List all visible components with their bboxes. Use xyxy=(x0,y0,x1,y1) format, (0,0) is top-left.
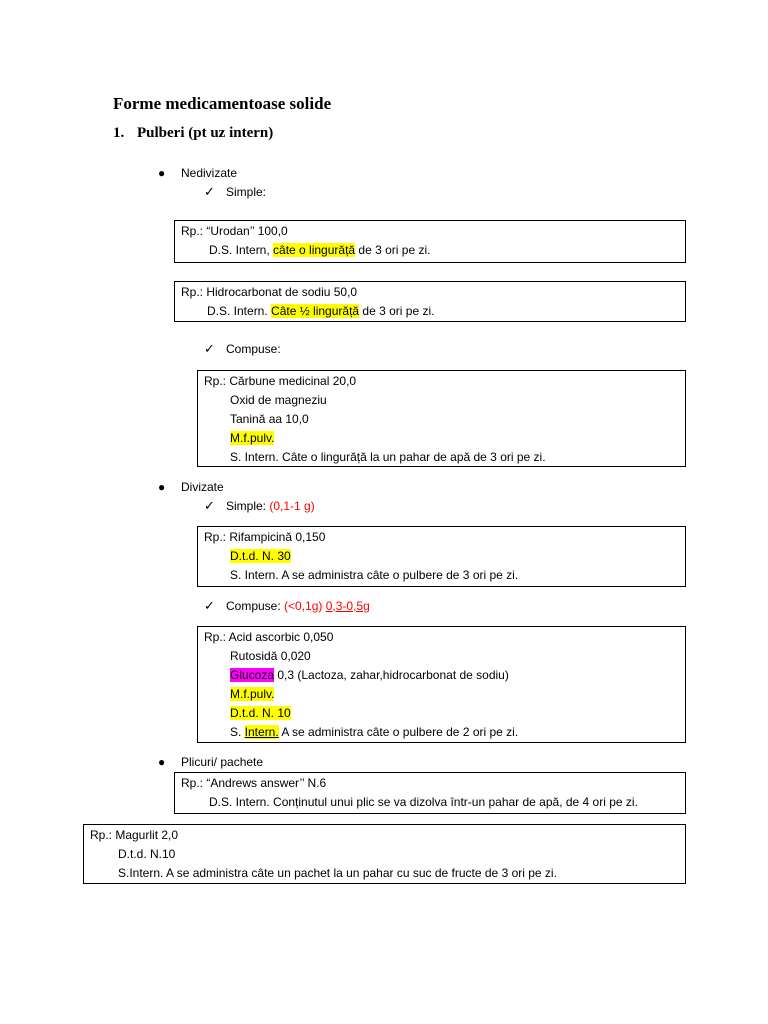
dose-range: (<0,1g) xyxy=(284,599,323,613)
prescription-box-magurlit xyxy=(83,824,686,884)
check-label: Compuse: xyxy=(226,342,281,356)
highlight: M.f.pulv. xyxy=(230,431,275,445)
checkmark-icon: ✓ xyxy=(204,341,215,356)
bullet-dot-icon: ● xyxy=(158,166,166,180)
rx-line: S.Intern. A se administra câte un pachet la un pahar cu suc de fructe de 3 ori pe zi. xyxy=(118,866,557,880)
bullet-nedivizate xyxy=(158,166,238,180)
check-compuse-divizate xyxy=(204,598,370,613)
bullet-label: Divizate xyxy=(181,480,224,494)
dose-range-underlined: 0,3-0,5g xyxy=(325,599,370,613)
rx-line: Rp.: Magurlit 2,0 xyxy=(90,828,179,842)
highlight-magenta: Glucoza xyxy=(230,668,275,682)
rx-line: Rp.: Hidrocarbonat de sodiu 50,0 xyxy=(181,285,358,299)
section-number: 1. xyxy=(113,125,125,141)
highlight: D.t.d. N. 30 xyxy=(230,549,291,563)
prescription-box-acid-ascorbic xyxy=(197,626,686,743)
rx-line xyxy=(204,429,685,448)
rx-line: S. Intern. Câte o lingurăță la un pahar de apă de 3 ori pe zi. xyxy=(230,450,546,464)
highlight: câte o lingurăță xyxy=(273,243,356,257)
rx-line: Rp.: “Urodan’’ 100,0 xyxy=(181,224,288,238)
check-simple xyxy=(204,184,267,199)
rx-line: D.S. Intern, câte o lingurăță de 3 ori pe zi. xyxy=(209,243,431,257)
highlight: Câte ½ lingurăță xyxy=(271,304,360,318)
prescription-box-carbune xyxy=(197,370,686,467)
rx-line: Oxid de magneziu xyxy=(230,393,327,407)
rx-line: Rp.: Cărbune medicinal 20,0 xyxy=(204,374,357,388)
rx-line: D.t.d. N.10 xyxy=(118,847,176,861)
dose-range: (0,1-1 g) xyxy=(269,499,315,513)
rx-line: S. Intern. A se administra câte o pulbere de 3 ori pe zi. xyxy=(230,568,519,582)
prescription-box-andrews xyxy=(174,772,686,814)
bullet-plicuri xyxy=(158,755,264,769)
checkmark-icon: ✓ xyxy=(204,184,215,199)
prescription-box-hidrocarbonat xyxy=(174,281,686,322)
prescription-box-rifampicina xyxy=(197,526,686,587)
bullet-divizate xyxy=(158,480,224,494)
bullet-label: Plicuri/ pachete xyxy=(181,755,264,769)
rx-line xyxy=(204,685,685,704)
check-simple-divizate xyxy=(204,498,315,513)
rx-line xyxy=(204,704,685,723)
rx-line: Glucoza 0,3 (Lactoza, zahar,hidrocarbonat de sodiu) xyxy=(230,668,509,682)
check-label: Compuse: xyxy=(226,599,285,613)
rx-line: D.S. Intern. Câte ½ lingurăță de 3 ori pe zi. xyxy=(207,304,435,318)
highlight: Intern. xyxy=(244,725,279,739)
rx-line: Rp.: Rifampicină 0,150 xyxy=(204,530,326,544)
rx-line: Rutosidă 0,020 xyxy=(230,649,311,663)
check-compuse xyxy=(204,341,281,356)
checkmark-icon: ✓ xyxy=(204,598,215,613)
rx-line xyxy=(204,547,685,566)
highlight: D.t.d. N. 10 xyxy=(230,706,291,720)
bullet-dot-icon: ● xyxy=(158,480,166,494)
section-label: Pulberi (pt uz intern) xyxy=(137,125,274,141)
check-label: Simple: xyxy=(226,185,267,199)
rx-line: Rp.: “Andrews answer’’ N.6 xyxy=(181,776,327,790)
prescription-box-urodan xyxy=(174,220,686,263)
page-title: Forme medicamentoase solide xyxy=(113,94,332,113)
rx-line: Tanină aa 10,0 xyxy=(230,412,309,426)
section-heading xyxy=(113,125,273,142)
rx-line: D.S. Intern. Conținutul unui plic se va dizolva într-un pahar de apă, de 4 ori pe zi. xyxy=(209,795,638,809)
rx-line: Rp.: Acid ascorbic 0,050 xyxy=(204,630,334,644)
bullet-dot-icon: ● xyxy=(158,755,166,769)
check-label: Simple: xyxy=(226,499,270,513)
checkmark-icon: ✓ xyxy=(204,498,215,513)
rx-line: S. Intern. A se administra câte o pulbere de 2 ori pe zi. xyxy=(230,725,519,739)
bullet-label: Nedivizate xyxy=(181,166,238,180)
highlight: M.f.pulv. xyxy=(230,687,275,701)
